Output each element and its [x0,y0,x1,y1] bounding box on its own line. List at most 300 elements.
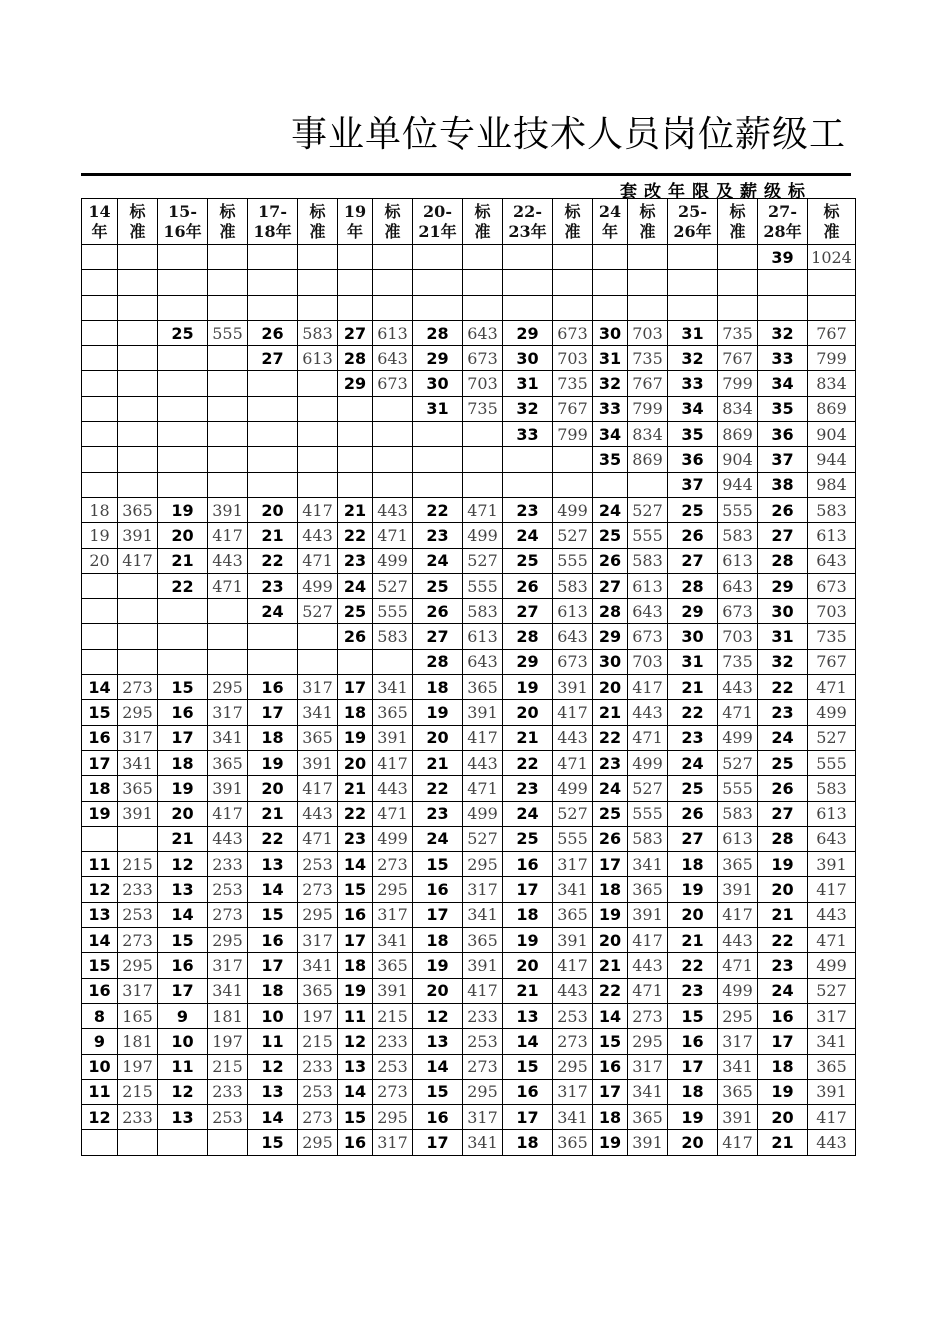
grade-cell: 19 [158,776,208,801]
standard-cell: 555 [808,750,856,775]
standard-cell: 317 [118,725,158,750]
standard-cell [628,472,668,497]
grade-cell: 29 [758,573,808,598]
standard-cell: 673 [718,599,758,624]
standard-cell: 295 [208,928,248,953]
standard-cell: 197 [118,1054,158,1079]
grade-cell [158,396,208,421]
standard-cell: 499 [808,700,856,725]
standard-cell: 295 [553,1054,593,1079]
standard-cell: 443 [718,928,758,953]
standard-cell: 341 [373,675,413,700]
standard-cell: 295 [118,700,158,725]
table-row [82,877,856,902]
standard-cell [553,270,593,295]
grade-cell: 35 [668,422,718,447]
grade-cell: 22 [503,750,553,775]
standard-cell: 1024 [808,245,856,270]
table-row [82,1130,856,1155]
standard-cell: 613 [463,624,503,649]
grade-cell [158,472,208,497]
standard-cell: 295 [463,1079,503,1104]
standard-cell: 613 [718,826,758,851]
standard-cell: 365 [553,1130,593,1155]
standard-cell: 253 [208,877,248,902]
standard-cell: 317 [208,953,248,978]
standard-cell: 365 [373,700,413,725]
standard-cell: 643 [373,346,413,371]
grade-cell: 29 [593,624,628,649]
grade-cell: 16 [503,852,553,877]
standard-cell [208,624,248,649]
standard-cell [208,422,248,447]
grade-cell: 20 [758,1105,808,1130]
grade-cell: 22 [668,953,718,978]
header-line-1: 标 [474,201,491,221]
grade-cell [82,472,118,497]
standard-cell [298,371,338,396]
standard-cell: 365 [463,675,503,700]
grade-cell: 32 [758,649,808,674]
table-row [82,649,856,674]
standard-cell: 673 [628,624,668,649]
header-line-2: 26年 [673,221,712,241]
standard-cell [208,447,248,472]
standard-cell: 317 [463,1105,503,1130]
standard-cell: 735 [808,624,856,649]
grade-cell: 18 [248,978,298,1003]
grade-cell [82,624,118,649]
standard-cell: 555 [553,548,593,573]
header-years-cell [668,199,718,245]
header-line-2: 准 [729,221,746,241]
standard-cell [118,649,158,674]
grade-cell: 18 [338,953,373,978]
grade-cell: 23 [413,801,463,826]
standard-cell [208,346,248,371]
grade-cell: 12 [413,1003,463,1028]
standard-cell: 703 [628,320,668,345]
standard-cell: 317 [118,978,158,1003]
grade-cell: 13 [248,1079,298,1104]
standard-cell [118,624,158,649]
standard-cell: 613 [628,573,668,598]
header-line-1: 15- [168,201,197,221]
standard-cell: 904 [718,447,758,472]
grade-cell [248,447,298,472]
header-standard-cell [118,199,158,245]
grade-cell: 31 [668,320,718,345]
standard-cell: 417 [208,801,248,826]
grade-cell [158,624,208,649]
grade-cell: 24 [248,599,298,624]
grade-cell: 19 [758,1079,808,1104]
standard-cell: 471 [208,573,248,598]
header-standard-cell [718,199,758,245]
grade-cell: 31 [503,371,553,396]
standard-cell [718,270,758,295]
standard-cell: 317 [628,1054,668,1079]
standard-cell: 295 [373,1105,413,1130]
header-standard-cell [463,199,503,245]
grade-cell: 17 [758,1029,808,1054]
grade-cell [503,245,553,270]
grade-cell: 10 [82,1054,118,1079]
standard-cell: 295 [208,675,248,700]
standard-cell: 583 [718,523,758,548]
standard-cell: 527 [808,978,856,1003]
table-row [82,902,856,927]
table-row [82,346,856,371]
grade-cell: 19 [758,852,808,877]
standard-cell: 555 [628,523,668,548]
standard-cell: 583 [628,548,668,573]
grade-cell: 22 [668,700,718,725]
grade-cell [338,649,373,674]
header-row [82,199,856,245]
table-row [82,1054,856,1079]
standard-cell: 555 [373,599,413,624]
standard-cell: 471 [298,826,338,851]
standard-cell [298,624,338,649]
salary-grade-table [81,198,856,1156]
standard-cell: 703 [463,371,503,396]
grade-cell [82,346,118,371]
standard-cell: 215 [118,852,158,877]
grade-cell: 37 [668,472,718,497]
standard-cell: 273 [463,1054,503,1079]
standard-cell: 643 [718,573,758,598]
grade-cell: 36 [668,447,718,472]
standard-cell: 391 [373,978,413,1003]
grade-cell: 21 [338,776,373,801]
standard-cell: 583 [553,573,593,598]
grade-cell: 28 [758,548,808,573]
standard-cell [118,320,158,345]
grade-cell: 23 [758,700,808,725]
page-title: 事业单位专业技术人员岗位薪级工 [291,114,847,155]
grade-cell: 26 [338,624,373,649]
grade-cell [82,599,118,624]
grade-cell: 15 [413,1079,463,1104]
standard-cell: 317 [463,877,503,902]
grade-cell [82,447,118,472]
grade-cell [413,422,463,447]
grade-cell: 11 [248,1029,298,1054]
grade-cell [338,422,373,447]
standard-cell: 703 [553,346,593,371]
grade-cell [82,649,118,674]
grade-cell: 19 [413,953,463,978]
standard-cell: 295 [298,902,338,927]
header-line-1: 标 [564,201,581,221]
grade-cell: 15 [338,877,373,902]
grade-cell: 20 [593,675,628,700]
standard-cell [553,245,593,270]
grade-cell [248,396,298,421]
header-standard-cell [808,199,856,245]
standard-cell: 471 [718,700,758,725]
grade-cell [413,447,463,472]
standard-cell: 295 [628,1029,668,1054]
grade-cell: 15 [668,1003,718,1028]
header-years-cell [413,199,463,245]
grade-cell: 35 [758,396,808,421]
header-line-1: 14 [88,201,111,221]
grade-cell: 26 [758,776,808,801]
grade-cell: 25 [593,523,628,548]
grade-cell: 13 [413,1029,463,1054]
grade-cell: 15 [82,953,118,978]
standard-cell: 527 [628,497,668,522]
standard-cell: 613 [298,346,338,371]
grade-cell: 19 [503,928,553,953]
grade-cell: 25 [338,599,373,624]
grade-cell: 17 [503,877,553,902]
grade-cell: 28 [413,320,463,345]
header-line-2: 准 [384,221,401,241]
grade-cell: 18 [413,675,463,700]
table-row [82,801,856,826]
grade-cell: 20 [338,750,373,775]
grade-cell: 25 [413,573,463,598]
standard-cell: 417 [298,497,338,522]
grade-cell: 15 [158,928,208,953]
standard-cell: 341 [463,1130,503,1155]
grade-cell: 21 [758,902,808,927]
table-row [82,295,856,320]
grade-cell [593,245,628,270]
standard-cell: 317 [298,675,338,700]
header-line-2: 准 [129,221,146,241]
grade-cell: 18 [413,928,463,953]
standard-cell: 673 [553,649,593,674]
grade-cell [82,371,118,396]
header-standard-cell [373,199,413,245]
standard-cell [373,270,413,295]
table-row [82,700,856,725]
grade-cell: 15 [248,1130,298,1155]
grade-cell: 9 [158,1003,208,1028]
standard-cell: 499 [553,776,593,801]
grade-cell: 24 [758,978,808,1003]
grade-cell: 26 [503,573,553,598]
grade-cell: 16 [758,1003,808,1028]
standard-cell: 341 [553,877,593,902]
grade-cell: 16 [338,902,373,927]
header-line-2: 准 [474,221,491,241]
header-line-2: 21年 [418,221,457,241]
standard-cell: 317 [373,902,413,927]
table-row [82,320,856,345]
grade-cell: 21 [503,725,553,750]
standard-cell [118,371,158,396]
header-line-1: 标 [129,201,146,221]
standard-cell [718,295,758,320]
grade-cell: 17 [158,978,208,1003]
grade-cell: 14 [158,902,208,927]
grade-cell [248,245,298,270]
standard-cell: 365 [628,877,668,902]
grade-cell: 27 [668,548,718,573]
standard-cell: 583 [373,624,413,649]
standard-cell: 295 [118,953,158,978]
grade-cell: 13 [82,902,118,927]
grade-cell: 20 [248,497,298,522]
header-standard-cell [208,199,248,245]
header-line-2: 准 [823,221,840,241]
standard-cell: 499 [628,750,668,775]
grade-cell: 27 [593,573,628,598]
standard-cell: 233 [118,877,158,902]
table-header [82,199,856,245]
grade-cell: 21 [413,750,463,775]
grade-cell: 13 [248,852,298,877]
standard-cell: 317 [373,1130,413,1155]
grade-cell: 31 [413,396,463,421]
standard-cell: 341 [298,953,338,978]
grade-cell: 14 [248,1105,298,1130]
standard-cell [463,270,503,295]
standard-cell [208,371,248,396]
standard-cell: 443 [628,700,668,725]
grade-cell [158,599,208,624]
standard-cell: 417 [628,928,668,953]
grade-cell [82,245,118,270]
grade-cell: 31 [593,346,628,371]
grade-cell: 26 [248,320,298,345]
standard-cell [298,472,338,497]
grade-cell [413,472,463,497]
grade-cell: 16 [338,1130,373,1155]
standard-cell [208,599,248,624]
grade-cell: 33 [758,346,808,371]
grade-cell: 11 [158,1054,208,1079]
standard-cell: 365 [718,852,758,877]
standard-cell: 471 [298,548,338,573]
grade-cell: 33 [503,422,553,447]
table-row [82,750,856,775]
standard-cell: 417 [553,700,593,725]
grade-cell [82,826,118,851]
grade-cell: 20 [158,801,208,826]
standard-cell: 365 [298,725,338,750]
grade-cell: 27 [338,320,373,345]
table-row [82,978,856,1003]
header-line-2: 准 [219,221,236,241]
grade-cell [82,270,118,295]
standard-cell: 273 [298,877,338,902]
standard-cell [373,245,413,270]
grade-cell: 15 [82,700,118,725]
grade-cell: 29 [338,371,373,396]
grade-cell [503,295,553,320]
grade-cell: 17 [248,700,298,725]
grade-cell: 20 [503,953,553,978]
standard-cell: 215 [373,1003,413,1028]
grade-cell: 17 [158,725,208,750]
grade-cell: 14 [338,852,373,877]
grade-cell: 27 [668,826,718,851]
grade-cell: 15 [248,902,298,927]
grade-cell [593,295,628,320]
grade-cell: 35 [593,447,628,472]
standard-cell: 555 [718,776,758,801]
standard-cell [298,245,338,270]
grade-cell: 30 [503,346,553,371]
grade-cell: 25 [593,801,628,826]
grade-cell: 19 [158,497,208,522]
grade-cell: 17 [338,928,373,953]
grade-cell: 15 [593,1029,628,1054]
grade-cell: 12 [82,877,118,902]
standard-cell: 417 [553,953,593,978]
standard-cell: 499 [463,523,503,548]
standard-cell: 341 [298,700,338,725]
standard-cell: 799 [553,422,593,447]
grade-cell: 30 [413,371,463,396]
header-line-2: 准 [639,221,656,241]
grade-cell [338,472,373,497]
grade-cell [338,447,373,472]
grade-cell: 23 [248,573,298,598]
table-row [82,776,856,801]
grade-cell: 15 [503,1054,553,1079]
grade-cell: 15 [413,852,463,877]
grade-cell [503,270,553,295]
standard-cell: 273 [208,902,248,927]
standard-cell: 443 [373,776,413,801]
standard-cell: 317 [553,852,593,877]
grade-cell [158,1130,208,1155]
grade-cell: 24 [668,750,718,775]
standard-cell: 317 [298,928,338,953]
standard-cell: 643 [808,548,856,573]
grade-cell: 22 [248,826,298,851]
grade-cell: 16 [158,953,208,978]
grade-cell [158,270,208,295]
standard-cell [553,295,593,320]
grade-cell: 28 [338,346,373,371]
standard-cell: 341 [373,928,413,953]
grade-cell [593,472,628,497]
grade-cell: 19 [503,675,553,700]
grade-cell: 19 [668,877,718,902]
grade-cell: 23 [758,953,808,978]
standard-cell: 499 [808,953,856,978]
standard-cell: 341 [718,1054,758,1079]
grade-cell: 20 [668,1130,718,1155]
standard-cell: 643 [463,649,503,674]
standard-cell: 555 [628,801,668,826]
standard-cell: 273 [373,1079,413,1104]
table-row [82,497,856,522]
grade-cell: 20 [82,548,118,573]
standard-cell: 365 [463,928,503,953]
standard-cell: 341 [118,750,158,775]
grade-cell [158,245,208,270]
grade-cell: 22 [593,725,628,750]
standard-cell: 365 [118,497,158,522]
standard-cell: 583 [808,497,856,522]
standard-cell: 365 [373,953,413,978]
standard-cell: 527 [718,750,758,775]
standard-cell: 443 [553,725,593,750]
standard-cell: 273 [628,1003,668,1028]
standard-cell [118,346,158,371]
standard-cell: 499 [298,573,338,598]
header-standard-cell [628,199,668,245]
